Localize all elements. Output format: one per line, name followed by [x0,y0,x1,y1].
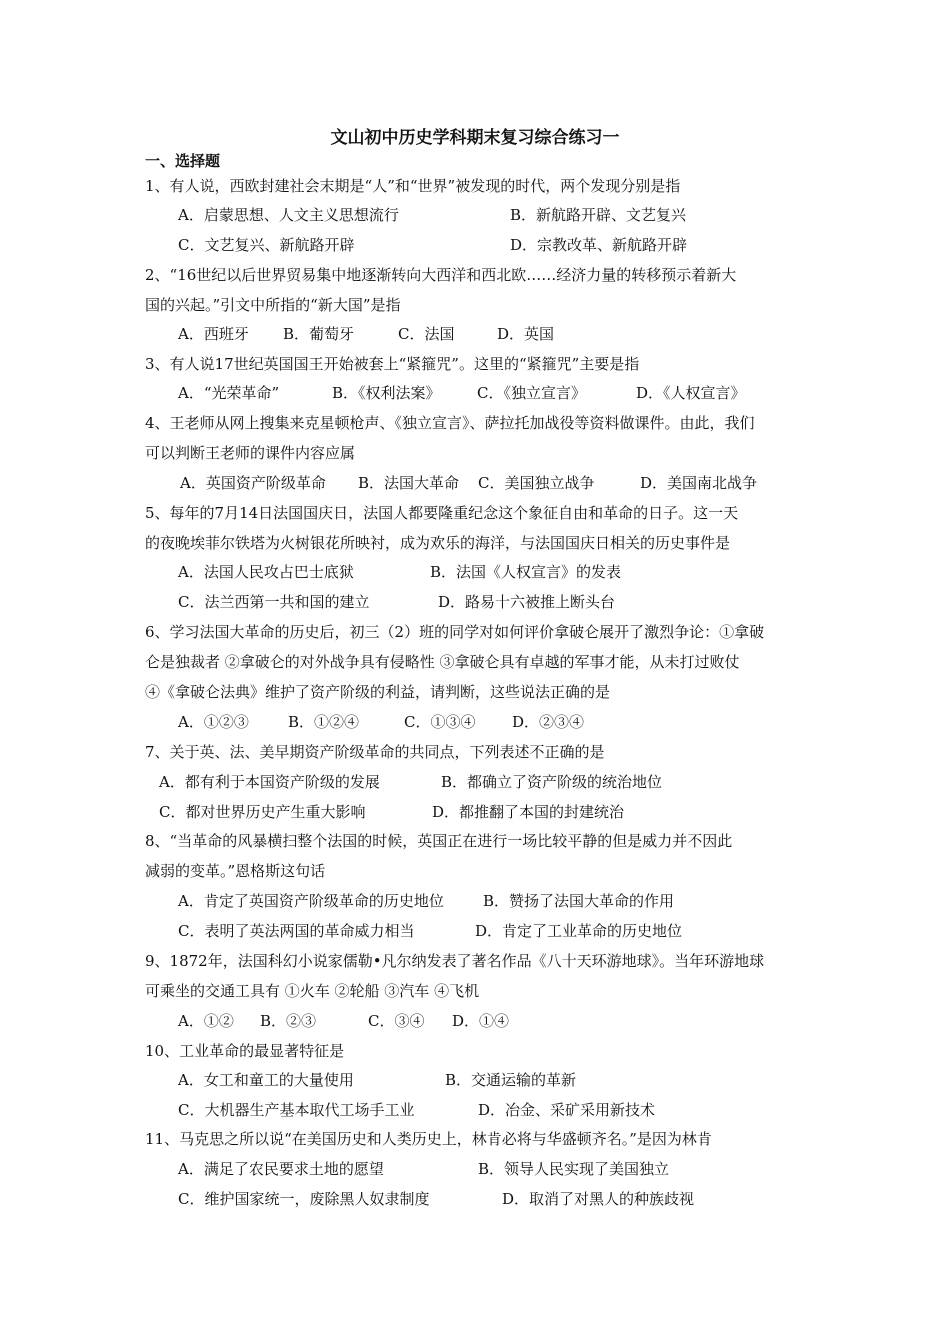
q3-option-b: B．《权利法案》 [332,384,441,402]
question-2-text-line-2: 国的兴起。”引文中所指的“新大国”是指 [145,296,401,314]
q4-option-a: A．英国资产阶级革命 [180,474,326,492]
q9-option-d: D．①④ [452,1012,510,1030]
q4-option-d: D．美国南北战争 [640,474,758,492]
question-8-text-line-1: 8、“当革命的风暴横扫整个法国的时候，英国正在进行一场比较平静的但是威力并不因此 [145,832,733,850]
question-6-text-line-1: 6、学习法国大革命的历史后，初三（2）班的同学对如何评价拿破仑展开了激烈争论：①拿破 [145,623,765,641]
q10-option-b: B．交通运输的革新 [445,1071,577,1089]
q9-option-a: A．①② [178,1012,234,1030]
q8-option-a: A．肯定了英国资产阶级革命的历史地位 [178,892,444,910]
question-9-text-line-2: 可乘坐的交通工具有 ①火车 ②轮船 ③汽车 ④飞机 [145,982,480,1000]
question-11-text: 11、马克思之所以说“在美国历史和人类历史上，林肯必将与华盛顿齐名。”是因为林肯 [145,1130,712,1148]
q9-option-c: C．③④ [368,1012,425,1030]
q10-option-c: C．大机器生产基本取代工场手工业 [178,1101,415,1119]
q2-option-d: D．英国 [497,325,555,343]
q7-option-d: D．都推翻了本国的封建统治 [432,803,625,821]
q2-option-b: B．葡萄牙 [283,325,355,343]
q8-option-c: C．表明了英法两国的革命威力相当 [178,922,415,940]
question-5-text-line-1: 5、每年的7月14日法国国庆日，法国人都要隆重纪念这个象征自由和革命的日子。这一天 [145,504,739,522]
q8-option-d: D．肯定了工业革命的历史地位 [475,922,683,940]
q10-option-a: A．女工和童工的大量使用 [178,1071,354,1089]
q6-option-d: D．②③④ [512,713,585,731]
question-8-text-line-2: 减弱的变革。”恩格斯这句话 [145,862,326,880]
q4-option-b: B．法国大革命 [358,474,460,492]
q11-option-d: D．取消了对黑人的种族歧视 [502,1190,695,1208]
question-4-text-line-2: 可以判断王老师的课件内容应属 [145,444,356,462]
q7-option-c: C．都对世界历史产生重大影响 [159,803,366,821]
question-7-text: 7、关于英、法、美早期资产阶级革命的共同点，下列表述不正确的是 [145,743,605,761]
q2-option-a: A．西班牙 [178,325,249,343]
question-2-text-line-1: 2、“16世纪以后世界贸易集中地逐渐转向大西洋和西北欧……经济力量的转移预示着新大 [145,266,737,284]
q1-option-a: A．启蒙思想、人文主义思想流行 [178,206,399,224]
question-1-text: 1、有人说，西欧封建社会末期是“人”和“世界”被发现的时代，两个发现分别是指 [145,177,681,195]
question-6-text-line-2: 仑是独裁者 ②拿破仑的对外战争具有侵略性 ③拿破仑具有卓越的军事才能，从未打过败仗 [145,653,740,671]
q11-option-a: A．满足了农民要求土地的愿望 [178,1160,384,1178]
q1-option-d: D．宗教改革、新航路开辟 [510,236,688,254]
section-heading: 一、选择题 [145,152,221,170]
page-title: 文山初中历史学科期末复习综合练习一 [330,128,620,148]
question-5-text-line-2: 的夜晚埃菲尔铁塔为火树银花所映衬，成为欢乐的海洋，与法国国庆日相关的历史事件是 [145,534,731,552]
q7-option-a: A．都有利于本国资产阶级的发展 [159,773,380,791]
question-10-text: 10、工业革命的最显著特征是 [145,1042,345,1060]
q9-option-b: B．②③ [260,1012,317,1030]
question-3-text: 3、有人说17世纪英国国王开始被套上“紧箍咒”。这里的“紧箍咒”主要是指 [145,355,640,373]
q1-option-b: B．新航路开辟、文艺复兴 [510,206,687,224]
q6-option-c: C．①③④ [404,713,476,731]
q3-option-c: C．《独立宣言》 [477,384,586,402]
q7-option-b: B．都确立了资产阶级的统治地位 [441,773,663,791]
q4-option-c: C．美国独立战争 [478,474,595,492]
q6-option-b: B．①②④ [288,713,360,731]
q5-option-b: B．法国《人权宣言》的发表 [430,563,622,581]
q10-option-d: D．冶金、采矿采用新技术 [478,1101,656,1119]
q5-option-c: C．法兰西第一共和国的建立 [178,593,370,611]
q8-option-b: B．赞扬了法国大革命的作用 [483,892,675,910]
q11-option-b: B．领导人民实现了美国独立 [478,1160,670,1178]
q3-option-a: A．“光荣革命” [178,384,280,402]
q11-option-c: C．维护国家统一，废除黑人奴隶制度 [178,1190,430,1208]
q2-option-c: C．法国 [398,325,455,343]
q5-option-d: D．路易十六被推上断头台 [438,593,616,611]
question-9-text-line-1: 9、1872年，法国科幻小说家儒勒•凡尔纳发表了著名作品《八十天环游地球》。当年环游地球 [145,952,765,970]
q5-option-a: A．法国人民攻占巴士底狱 [178,563,354,581]
question-6-text-line-3: ④《拿破仑法典》维护了资产阶级的利益，请判断，这些说法正确的是 [145,683,611,701]
q6-option-a: A．①②③ [178,713,249,731]
question-4-text-line-1: 4、王老师从网上搜集来克星顿枪声、《独立宣言》、萨拉托加战役等资料做课件。由此，我们 [145,414,755,432]
q3-option-d: D．《人权宣言》 [636,384,746,402]
q1-option-c: C．文艺复兴、新航路开辟 [178,236,355,254]
